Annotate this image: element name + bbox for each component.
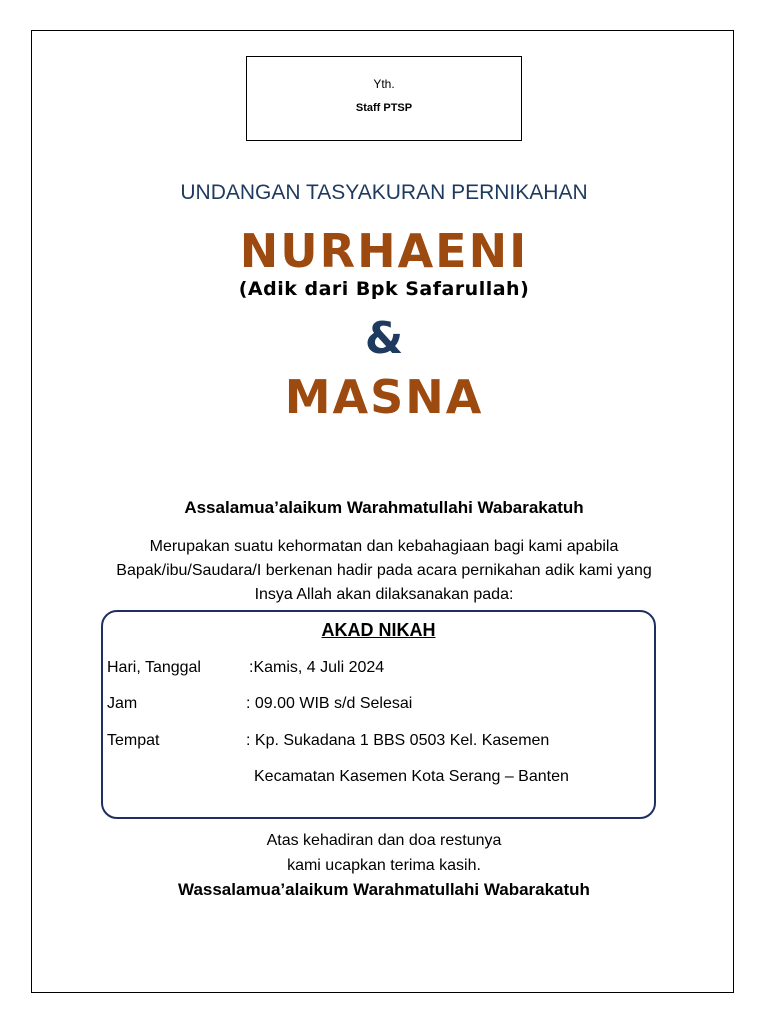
addressee-salutation: Yth. (373, 77, 395, 91)
intro-text-line-1: Merupakan suatu kehormatan dan kebahagiaan bagi kami apabila (149, 538, 619, 555)
ampersand-symbol: & (364, 313, 404, 364)
place-value-line-2: Kecamatan Kasemen Kota Serang – Banten (254, 768, 569, 785)
intro-text-line-3: Insya Allah akan dilaksanakan pada: (254, 586, 514, 603)
intro-text-line-2: Bapak/ibu/Saudara/I berkenan hadir pada acara pernikahan adik kami yang (116, 562, 652, 579)
closing-farewell: Wassalamua’alaikum Warahmatullahi Wabarakatuh (178, 880, 590, 899)
bride-relation: (Adik dari Bpk Safarullah) (238, 278, 530, 300)
date-label: Hari, Tanggal (107, 659, 201, 676)
groom-name: MASNA (284, 370, 484, 424)
akad-nikah-title: AKAD NIKAH (321, 620, 436, 640)
addressee-box (246, 56, 522, 141)
time-value: : 09.00 WIB s/d Selesai (246, 695, 413, 712)
closing-text-line-1: Atas kehadiran dan doa restunya (266, 832, 502, 849)
opening-greeting: Assalamua’alaikum Warahmatullahi Wabarakatuh (184, 498, 584, 517)
time-label: Jam (107, 695, 138, 712)
invitation-title: UNDANGAN TASYAKURAN PERNIKAHAN (180, 181, 588, 204)
bride-name: NURHAENI (239, 224, 529, 278)
addressee-name: Staff PTSP (355, 102, 413, 114)
closing-text-line-2: kami ucapkan terima kasih. (287, 857, 481, 874)
place-value: : Kp. Sukadana 1 BBS 0503 Kel. Kasemen (246, 732, 550, 749)
date-value: :Kamis, 4 Juli 2024 (249, 659, 385, 676)
akad-nikah-box (101, 610, 656, 819)
place-label: Tempat (107, 732, 160, 749)
